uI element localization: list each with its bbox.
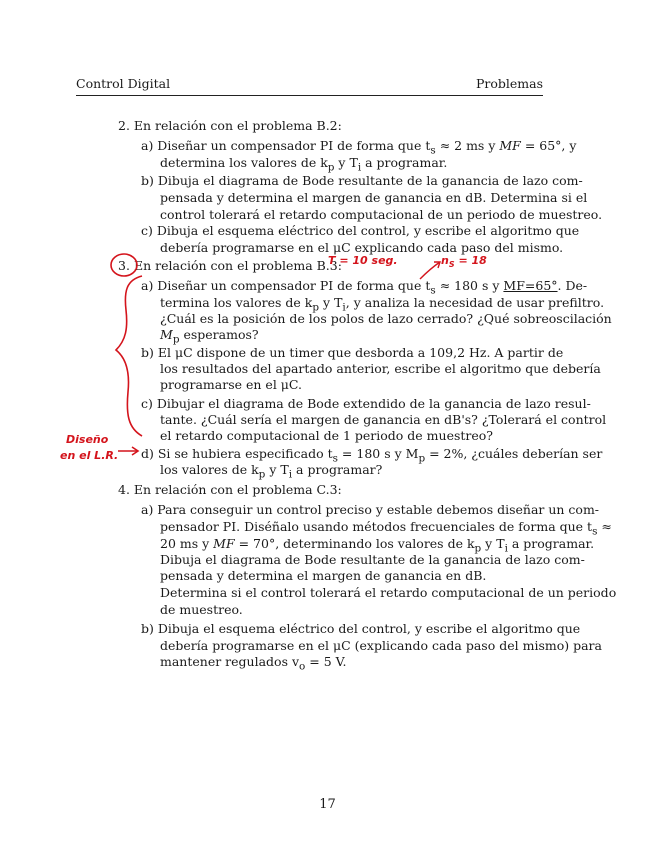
problem-3c-line1: c) Dibujar el diagrama de Bode extendido de la ganancia de lazo resul- (141, 396, 591, 411)
problem-4-title: 4. En relación con el problema C.3: (118, 482, 342, 497)
annotation-settling-samples: $n_S = 18$ (441, 254, 487, 270)
brace-mark (116, 276, 142, 436)
problem-4b-line2: debería programarse en el μC (explicando cada paso del mismo) para (160, 638, 602, 653)
header-right: Problemas (475, 76, 543, 91)
problem-4a-line6: Determina si el control tolerará el retardo computacional de un periodo (160, 585, 617, 600)
page-number: 17 (319, 797, 336, 812)
annotation-margin-line1: Diseño (66, 433, 109, 446)
problem-4a-line4: Dibuja el diagrama de Bode resultante de la ganancia de lazo com- (160, 552, 585, 567)
problem-3b-line2: los resultados del apartado anterior, escribe el algoritmo que debería (160, 361, 601, 376)
problem-3a-line3: ¿Cuál es la posición de los polos de lazo cerrado? ¿Qué sobreoscilación (160, 311, 612, 326)
problem-3c-line2: tante. ¿Cuál sería el margen de ganancia en dB's? ¿Tolerará el control (160, 412, 607, 427)
problem-3-number: 3. (118, 258, 130, 273)
problem-3d-line1: d) Si se hubiera especificado $t_s = 180$ s y $M_p = 2\%$, ¿cuáles deberían ser (141, 446, 603, 465)
problem-4b-line1: b) Dibuja el esquema eléctrico del control, y escribe el algoritmo que (141, 621, 581, 636)
problem-4a-line7: de muestreo. (160, 602, 243, 617)
problem-2c-line1: c) Dibuja el esquema eléctrico del control, y escribe el algoritmo que (141, 223, 580, 238)
problem-2-title: 2. En relación con el problema B.2: (118, 118, 342, 133)
problem-4b-line3: mantener regulados $v_o = 5$ V. (160, 654, 347, 673)
arrow-mark (420, 262, 440, 279)
header-left: Control Digital (76, 76, 171, 91)
problem-4a-line2: pensador PI. Diséñalo usando métodos frecuenciales de forma que $t_s$ ≈ (160, 519, 612, 538)
header-rule (76, 95, 543, 96)
annotation-margin-line2: en el L.R. (60, 449, 119, 462)
problem-3b-line3: programarse en el μC. (160, 377, 303, 392)
problem-3c-line3: el retardo computacional de 1 periodo de muestreo? (160, 428, 494, 443)
problem-2b-line3: control tolerará el retardo computacional de un periodo de muestreo. (160, 207, 603, 222)
problem-2a-line1: a) Diseñar un compensador PI de forma que $t_s \approx 2$ ms y MF = 65°, y (141, 138, 577, 157)
problem-4a-line1: a) Para conseguir un control preciso y estable debemos diseñar un com- (141, 502, 600, 517)
problem-3-title: En relación con el problema B.3: (134, 258, 342, 273)
problem-2a-line2: determina los valores de $k_p$ y $T_i$ a programar. (160, 155, 448, 174)
problem-3b-line1: b) El μC dispone de un timer que desborda a 109,2 Hz. A partir de (141, 345, 564, 360)
problem-3d-line2: los valores de $k_p$ y $T_i$ a programar? (160, 462, 383, 481)
problem-2b-line1: b) Dibuja el diagrama de Bode resultante de la ganancia de lazo com- (141, 173, 583, 188)
problem-2b-line2: pensada y determina el margen de ganancia en dB. Determina si el (160, 190, 588, 205)
problem-3a-line4: $M_p$ esperamos? (160, 327, 259, 346)
problem-4a-line3: 20 ms y MF = 70°, determinando los valores de $k_p$ y $T_i$ a programar. (160, 536, 595, 555)
annotation-period: T = 10 seg. (328, 254, 398, 267)
problem-3a-line2: termina los valores de $k_p$ y $T_i$, y analiza la necesidad de usar prefiltro. (160, 295, 605, 314)
problem-4a-line5: pensada y determina el margen de ganancia en dB. (160, 568, 487, 583)
problem-3a-line1: a) Diseñar un compensador PI de forma que $t_s \approx 180$ s y MF=65°. De- (141, 278, 588, 297)
problem-2c-line2: debería programarse en el μC explicando cada paso del mismo. (160, 240, 564, 255)
